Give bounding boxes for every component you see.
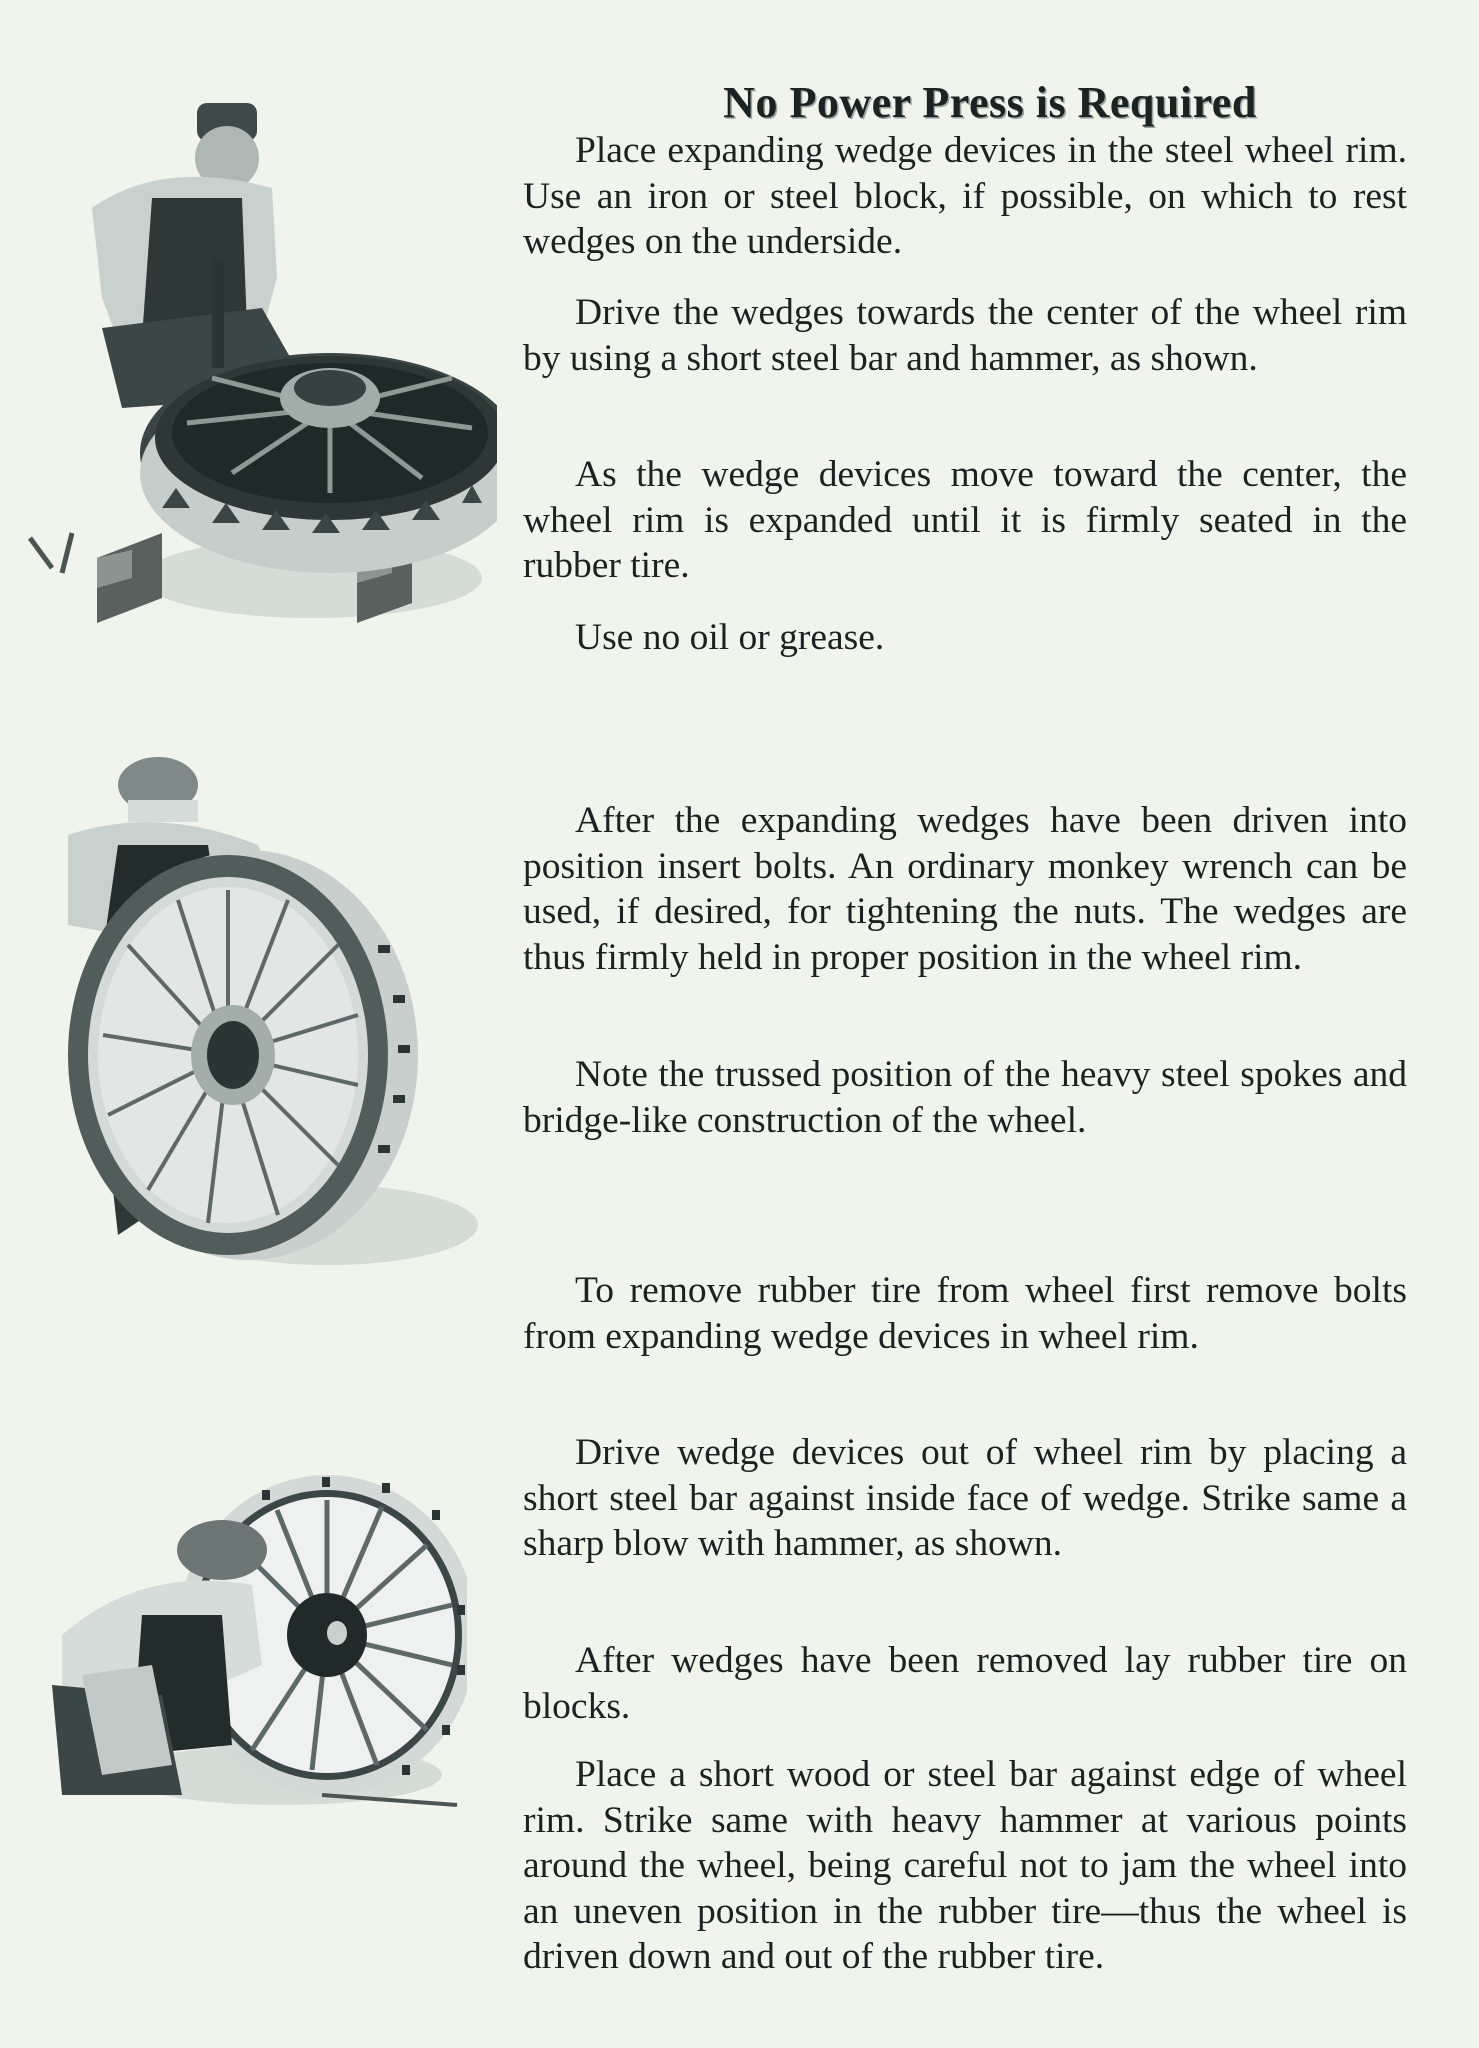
mechanic-removing-wedges-illustration-icon — [22, 1465, 467, 1825]
figure-upright-wheel — [28, 745, 478, 1285]
paragraph: After the expanding wedges have been driven into position insert bolts. An ordinary monkey wrench can be used, if desired, for tightening the nuts. The wedges are thus firmly held in proper position in the wheel rim. — [523, 800, 1407, 978]
paragraph: After wedges have been removed lay rubber tire on blocks. — [523, 1640, 1407, 1727]
figure-wheel-on-blocks — [12, 78, 497, 643]
paragraph: Note the trussed position of the heavy steel spokes and bridge-like construction of the wheel. — [523, 1054, 1407, 1141]
paragraph: To remove rubber tire from wheel first remove bolts from expanding wedge devices in wheel rim. — [523, 1270, 1407, 1357]
mechanic-tightening-bolts-illustration-icon — [28, 745, 478, 1285]
paragraph: As the wedge devices move toward the center, the wheel rim is expanded until it is firmly seated in the rubber tire. — [523, 454, 1407, 586]
page-title: No Power Press is Required — [723, 78, 1257, 128]
paragraph: Use no oil or grease. — [575, 617, 885, 658]
figure-removing-wedges — [22, 1465, 467, 1825]
paragraph: Place expanding wedge devices in the steel wheel rim. Use an iron or steel block, if possible, on which to rest wedges on the underside. — [523, 130, 1407, 262]
paragraph: Drive the wedges towards the center of the wheel rim by using a short steel bar and hammer, as shown. — [523, 292, 1407, 379]
paragraph: Place a short wood or steel bar against edge of wheel rim. Strike same with heavy hammer at various points around the wheel, being careful not to jam the wheel into an uneven position in the rubber tire—thus the wheel is driven down and out of the rubber tire. — [523, 1754, 1407, 1977]
mechanic-hammering-wedges-illustration-icon — [12, 78, 497, 643]
paragraph: Drive wedge devices out of wheel rim by placing a short steel bar against inside face of wedge. Strike same a sharp blow with hammer, as shown. — [523, 1432, 1407, 1564]
